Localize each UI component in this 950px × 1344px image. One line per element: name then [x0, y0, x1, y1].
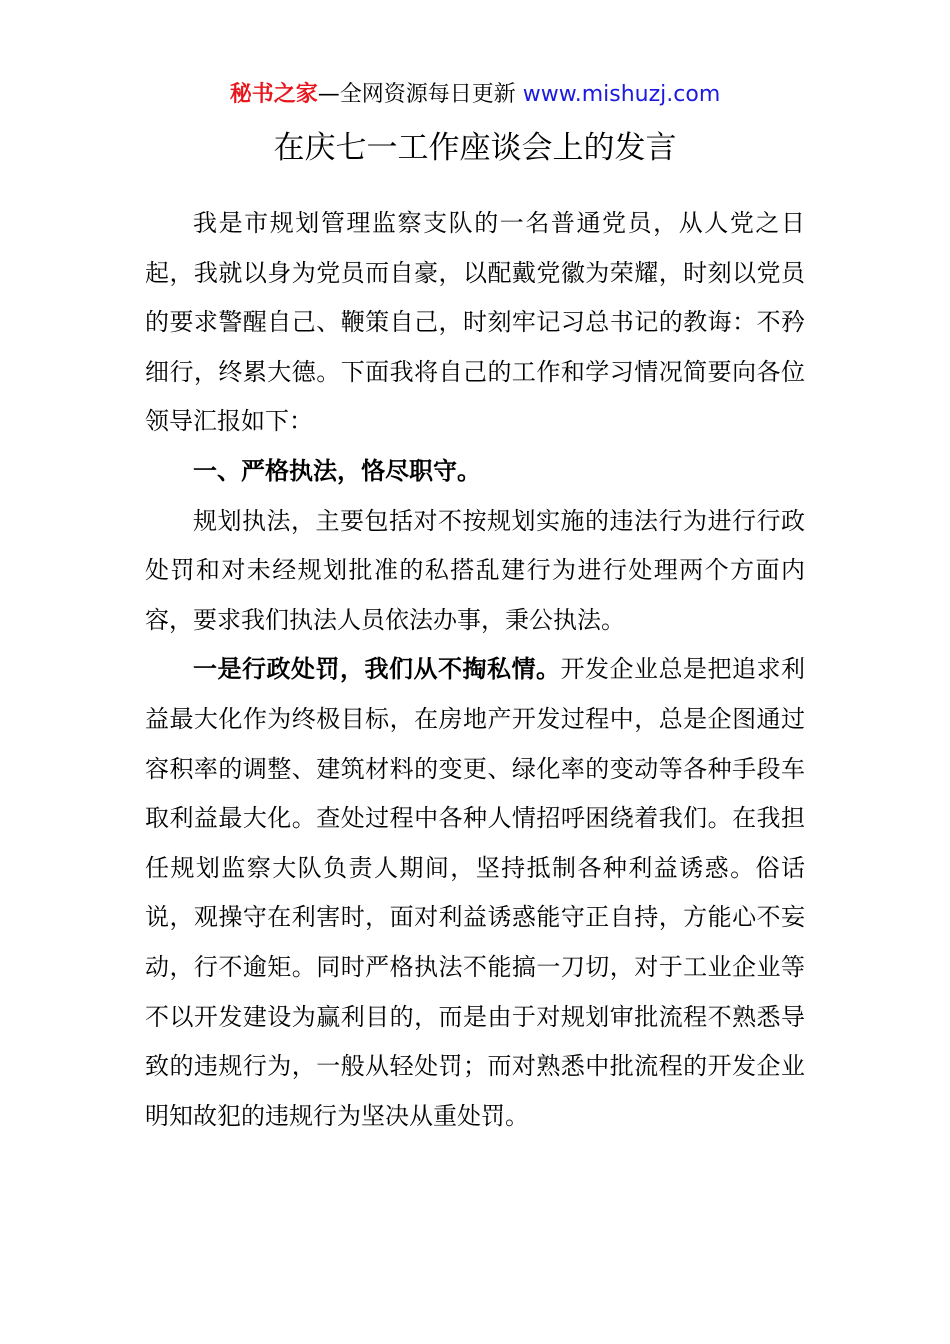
paragraph-intro: 我是市规划管理监察支队的一名普通党员，从人党之日起，我就以身为党员而自豪，以配戴党徽为荣耀，时刻以党员的要求警醒自己、鞭策自己，时刻牢记习总书记的教诲：不矜细行，终累大德。下面我将自己的工作和学习情况简要向各位领导汇报如下： — [145, 209, 805, 436]
site-url-link[interactable]: www.mishuzj.com — [522, 82, 721, 107]
document-body — [145, 199, 805, 1141]
paragraph-penalty-text: 开发企业总是把追求利益最大化作为终极目标，在房地产开发过程中，总是企图通过容积率的调整、建筑材料的变更、绿化率的变动等各种手段车取利益最大化。查处过程中各种人情招呼困绕着我们。在我担任规划监察大队负责人期间，坚持抵制各种利益诱惑。俗话说，观操守在利害时，面对利益诱惑能守正自持，方能心不妄动，行不逾矩。同时严格执法不能搞一刀切，对于工业企业等不以开发建设为赢利目的，而是由于对规划审批流程不熟悉导致的违规行为，一般从轻处罚；而对熟悉中批流程的开发企业明知故犯的违规行为坚决从重处罚。 — [145, 655, 805, 1130]
paragraph-enforcement: 规划执法，主要包括对不按规划实施的违法行为进行行政处罚和对未经规划批准的私搭乱建行为进行处理两个方面内容，要求我们执法人员依法办事，秉公执法。 — [145, 506, 805, 634]
site-tagline: —全网资源每日更新 — [317, 82, 516, 107]
section-heading-1: 一、严格执法，恪尽职守。 — [193, 456, 481, 485]
site-brand: 秘书之家 — [229, 82, 318, 107]
site-header — [0, 80, 950, 110]
paragraph-penalty — [145, 645, 805, 1141]
document-title: 在庆七一工作座谈会上的发言 — [273, 130, 677, 166]
paragraph-penalty-lead: 一是行政处罚，我们从不掏私情。 — [193, 655, 561, 684]
